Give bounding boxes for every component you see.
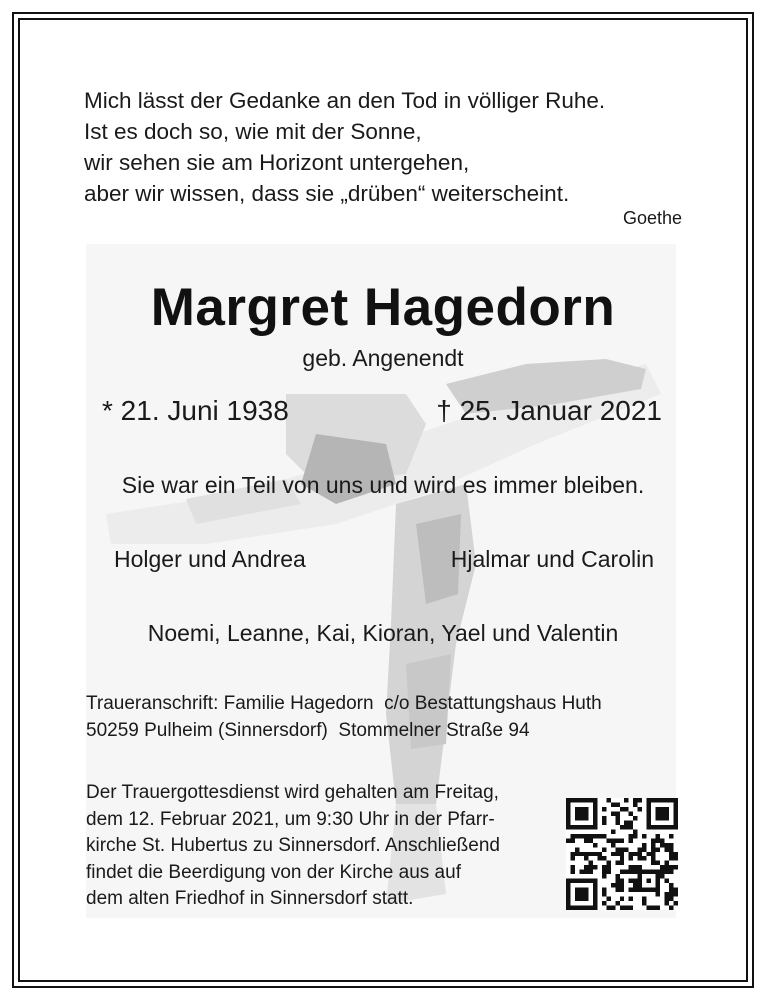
deceased-name: Margret Hagedorn bbox=[150, 278, 616, 337]
service-line: dem 12. Februar 2021, um 9:30 Uhr in der Pfarr- bbox=[86, 808, 495, 830]
tribute-line: Sie war ein Teil von uns und wird es immer bleiben. bbox=[121, 472, 645, 498]
mourning-address bbox=[86, 690, 602, 744]
service-line: kirche St. Hubertus zu Sinnersdorf. Anschließend bbox=[86, 835, 500, 856]
mourner-left: Holger und Andrea bbox=[114, 546, 306, 572]
service-line: findet die Beerdigung von der Kirche aus auf bbox=[86, 861, 461, 883]
mourner-right: Hjalmar und Carolin bbox=[450, 546, 654, 572]
quote-line: wir sehen sie am Horizont untergehen, bbox=[84, 150, 470, 175]
birth-date: * 21. Juni 1938 bbox=[102, 395, 289, 426]
quote-line: aber wir wissen, dass sie „drüben“ weiterscheint. bbox=[84, 181, 570, 206]
funeral-service-info bbox=[86, 780, 500, 913]
address-line: Traueranschrift: Familie Hagedorn c/o Bestattungshaus Huth bbox=[86, 693, 602, 714]
grandchildren-line: Noemi, Leanne, Kai, Kioran, Yael und Valentin bbox=[147, 620, 619, 646]
maiden-name: geb. Angenendt bbox=[302, 345, 464, 371]
service-line: dem alten Friedhof in Sinnersdorf statt. bbox=[86, 888, 414, 909]
address-line: 50259 Pulheim (Sinnersdorf) Stommelner Straße 94 bbox=[86, 720, 530, 741]
service-line: Der Trauergottesdienst wird gehalten am Freitag, bbox=[86, 782, 499, 803]
quote-author: Goethe bbox=[622, 208, 682, 228]
quote-line: Mich lässt der Gedanke an den Tod in völliger Ruhe. bbox=[84, 88, 606, 113]
qr-code-icon[interactable] bbox=[566, 798, 678, 910]
goethe-quote bbox=[84, 85, 605, 209]
quote-line: Ist es doch so, wie mit der Sonne, bbox=[84, 119, 422, 144]
death-date: † 25. Januar 2021 bbox=[436, 395, 662, 426]
